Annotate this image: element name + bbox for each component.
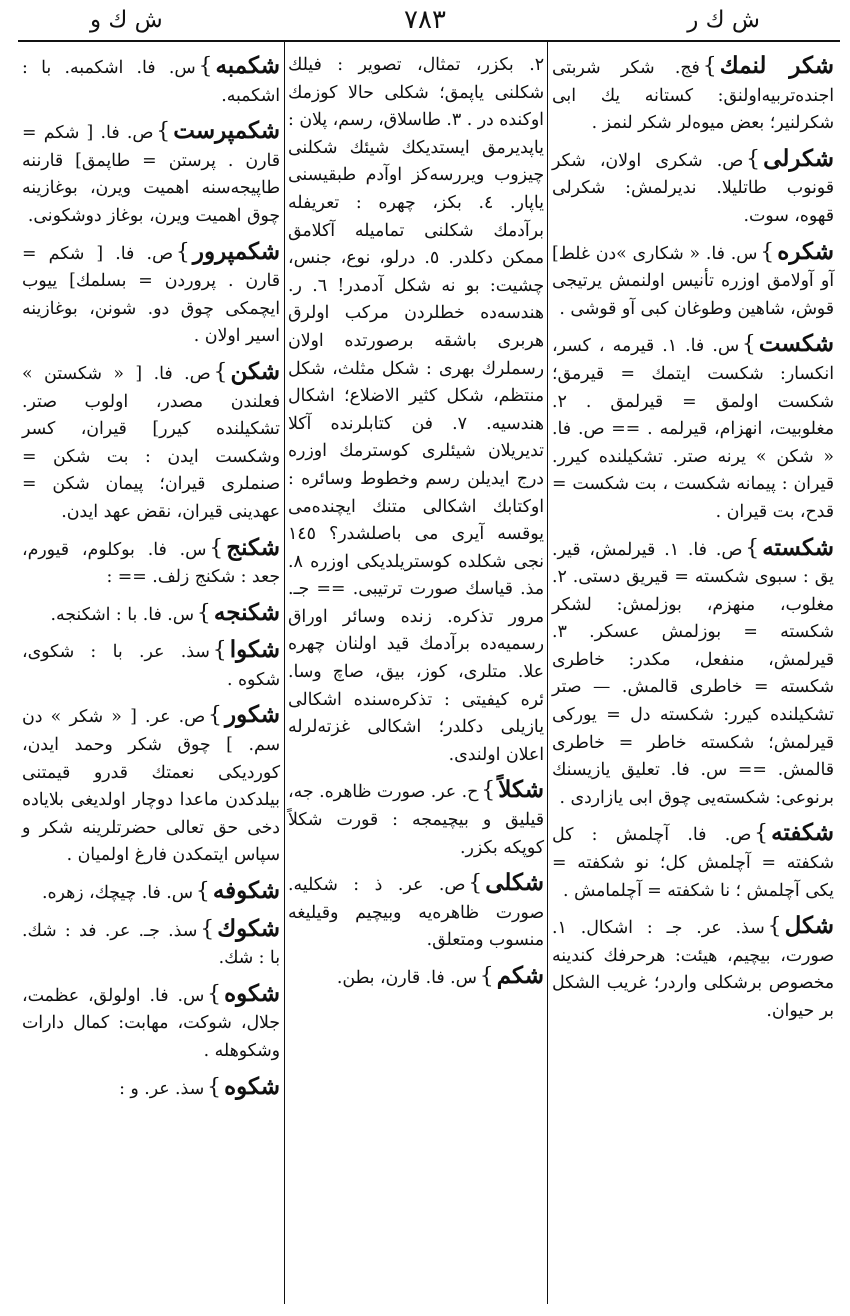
column-divider-right [547,42,548,1304]
entry-definition: ص. فا. [ شکم = قارن . پرستن = طاپمق] قارننه طاپیجه‌سنه اهمیت ویرن، بوغازینه چوق اهمیت ویرن، بوغاز دوشکونی. [22,123,280,226]
brace-glyph: } [207,981,222,1007]
brace-glyph: } [156,119,171,145]
brace-glyph: } [481,778,496,804]
column-divider-left [284,42,285,1304]
entry-headword: شكوه [224,979,280,1007]
column-middle [288,52,544,1000]
entry-headword: شكمبه [215,52,280,79]
entry-definition: فج. شکر شربتی اجنده‌تربیه‌اولنق: کستانه یك ابی شکرلنیر؛ بعض میوه‌لر شکر لنمز . [552,58,834,134]
entry-headword: شكنج [226,533,280,561]
brace-glyph: } [200,916,215,942]
entry-definition: ص. فا. [ شکم = قارن . پروردن = بسلمك] ییوب ایچمکی چوق دو. شونن، بوغازینه اسیر اولان . [22,243,280,347]
dictionary-entry [22,238,280,351]
header-left-guide-word: ش ك و [90,7,163,33]
dictionary-entry [22,636,280,694]
entry-definition: ۲. بکزر، تمثال، تصویر : فیلك شکلنی یاپمق؛ شکلی حالا کوزمك اوکنده در . ۳. طاسلاق، رسم، پلان : یاپدیرمق ایستدیکك شیئك شکلنی چیزوب ویررسه‌کز اوآدم طبقیسنی یاپار. ٤. بکز، چهره : تعریفله برآدمك شکلنی تماميله آکلامق ممکن دکلدر. ٥. درلو، نوع، جنس، چشیت: بو نه شکل آدمدر! ٦. ر. هندسه‌ده خطلردن مرکب اولرق هربری باشقه برصورتده اولان رسملرك بهری : شکل مثلث، شکل منتظم، شکل کثیر الاضلاع؛ اشکال هندسیه. ۷. فن کتابلرنده آکلا تدیریلان شیئلری کوسترمك اوزره درج ایدیلن رسم وخطوط وسائره : اوکتابك اشکالی متنك ایچنده‌می یوقسه آیری می باصلشدر؟ ۱٤٥ نجی شکلده کوستریلدیکی اوزره ۸. مذ. قیاسك صورت ترتیبی. == جـ. مرور تذکره. زنده وسائر اوراق رسمیه‌ده برآدمك قید اولنان چهره علا. متلری، کوز، بیق، صاچ وسا. ئره کیفیتی : تذکره‌سنده اشکالی یازیلی دکلدر؛ اشکالی غزته‌لرله اعلان اولندی. [288,55,544,765]
entry-headword: شكل [784,912,834,940]
dictionary-entry [288,52,544,769]
entry-headword: شكور [225,701,280,729]
entry-headword: شكلاً [498,776,544,804]
column-right [552,52,834,1033]
entry-definition: ص. عر. ذ : شکلیه. صورت ظاهره‌یه وبیچیم وقیلیغه منسوب ومتعلق. [288,875,544,951]
brace-glyph: } [209,535,224,561]
entry-headword: شكست [758,330,834,358]
brace-glyph: } [207,1074,222,1100]
entry-headword: شكم [496,962,544,989]
entry-headword: شكرلی [763,144,834,172]
dictionary-entry [288,776,544,862]
entry-definition: ص. عر. [ « شکر » دن سم. ] چوق شکر وحمد ایدن، کوردیکی نعمتك قدرو قیمتنی بیلدکدن ماعدا دوچار اولدیغی بلایاده دخی حق تعالی حضرتلرینه شکر و سپاس ایتمکدن فارغ اولمیان . [22,707,280,866]
entry-headword: شكوفه [212,877,280,905]
entry-definition: س. فا. چیچك، زهره. [41,883,193,904]
brace-glyph: } [767,914,782,940]
entry-definition: ص. فا. ۱. قیرلمش، قیر. یق : سبوی شکسته = قیریق دستی. ۲. مغلوب، منهزم، بوزلمش: لشکر شکسته = بوزلمش عسکر. ۳. قیرلمش، منفعل، مکدر: خاطری شکسته = خاطری قالمش. — صتر تشکیلنده کیرر: شکسته دل = یورکی قیرلمش؛ شکسته خاطر = خاطری قالمش. == س. فا. تعلیق یازیسنك برنوعی: شکسته‌یی چوق ابی یازاردی . [552,539,834,808]
entry-definition: ح. عر. صورت ظاهره. جه، قیلیق و بیچیمجه : قورت شکلاً کوپکه بکزر. [288,782,544,858]
entry-headword: شكفته [771,819,834,847]
entry-headword: شكن [230,357,280,385]
entry-definition: ص. فا. آچلمش : کل شکفته = آچلمش کل؛ نو شکفته = یکی آچلمش ؛ نا شکفته = آچلمامش . [552,825,834,901]
entry-headword: شكنجه [213,598,280,626]
entry-headword: شكوه [224,1072,280,1100]
entry-definition: س. فا. اولولق، عظمت، جلال، شوکت، مهابت: کمال دارات وشکوهله . [22,985,280,1061]
column-left [22,52,280,1110]
page-header [0,0,850,42]
entry-headword: شكلی [485,869,544,897]
dictionary-entry [288,962,544,993]
dictionary-entry [552,330,834,526]
dictionary-entry [552,912,834,1025]
entry-definition: س. فا. بوکلوم، قیورم، جعد : شکنج زلف. == : [22,539,280,588]
brace-glyph: } [702,54,717,79]
entry-headword: شكسته [762,533,834,561]
brace-glyph: } [198,54,213,79]
dictionary-entry [552,819,834,905]
brace-glyph: } [741,332,756,358]
brace-glyph: } [746,146,761,172]
brace-glyph: } [212,638,227,664]
entry-definition: س. فا. ۱. قیرمه ، کسر، انکسار: شکست ایتمك = قیرمق؛ شکست اولمق = قیرلمق . ۲. مغلوبیت، انهزام، قیرلمه . == ص. فا. « شکن » یرنه صتر. تشکیلنده کیرر. قیران : پیمانه شکست ، بت شکست = قدح، بت قیران . [552,336,834,522]
dictionary-entry [552,238,834,324]
entry-definition: سذ. عر. با : شکوی، شکوه . [22,642,280,690]
brace-glyph: } [195,879,210,905]
entry-headword: شكوا [229,636,280,664]
entry-definition: ص. فا. [ « شکستن » فعلندن مصدر، اولوب صتر. تشکیلنده کیرر] قیران، کسر وشکست ایدن : بت شکن = صنملری قیران؛ پیمان شکن = عهدینی قیران، نقض عهد ایدن. [22,363,280,522]
header-rule [18,40,840,42]
entry-definition: س. فا. با : اشکنجه. [50,604,194,625]
brace-glyph: } [760,239,775,265]
dictionary-entry [22,534,280,592]
dictionary-entry [288,869,544,955]
entry-headword: شكمپرور [192,237,280,265]
dictionary-entry [22,915,280,973]
brace-glyph: } [213,359,228,385]
brace-glyph: } [479,964,494,989]
entry-headword: شكر لنمك [719,52,834,79]
entry-definition: سذ. عر. و : [119,1078,205,1099]
entry-definition: ص. شکری اولان، شکر قونوب طاتلیلا. ندیرلمش: شکرلی قهوه، سوت. [552,150,834,226]
entry-definition: سذ. جـ. عر. فد : شك. با : شك. [22,920,280,969]
dictionary-entry [22,599,280,630]
entry-headword: شكره [777,237,834,265]
entry-headword: شكمپرست [173,117,280,145]
header-right-guide-word: ش ك ر [687,7,760,33]
brace-glyph: } [175,239,190,265]
dictionary-entry [22,701,280,870]
dictionary-entry [22,877,280,908]
dictionary-entry [22,52,280,110]
brace-glyph: } [754,821,769,847]
page-number: ٧٨٣ [404,5,446,35]
entry-definition: س. فا. « شکاری »دن غلط] آو آولامق اوزره تأنیس اولنمش یرتیجی قوش، شاهین وطوغان کبی آو قوشی . [552,243,834,319]
entry-headword: شكوك [217,914,280,942]
dictionary-entry [22,358,280,527]
entry-definition: س. فا. اشکمبه. با : اشکمبه. [22,58,280,106]
brace-glyph: } [745,535,760,561]
dictionary-entry [552,52,834,138]
entry-definition: سذ. عر. جـ : اشکال. ۱. صورت، بیچیم، هیئت: هرحرفك کندینه مخصوص برشکلی واردر؛ غریب الشکل بر حیوان. [552,918,834,1021]
brace-glyph: } [208,703,223,729]
dictionary-entry [552,145,834,231]
dictionary-entry [22,117,280,230]
entry-definition: س. فا. قارن، بطن. [336,968,477,988]
dictionary-entry [22,1073,280,1104]
brace-glyph: } [468,871,483,897]
brace-glyph: } [196,600,211,626]
dictionary-entry [552,534,834,813]
dictionary-entry [22,980,280,1066]
